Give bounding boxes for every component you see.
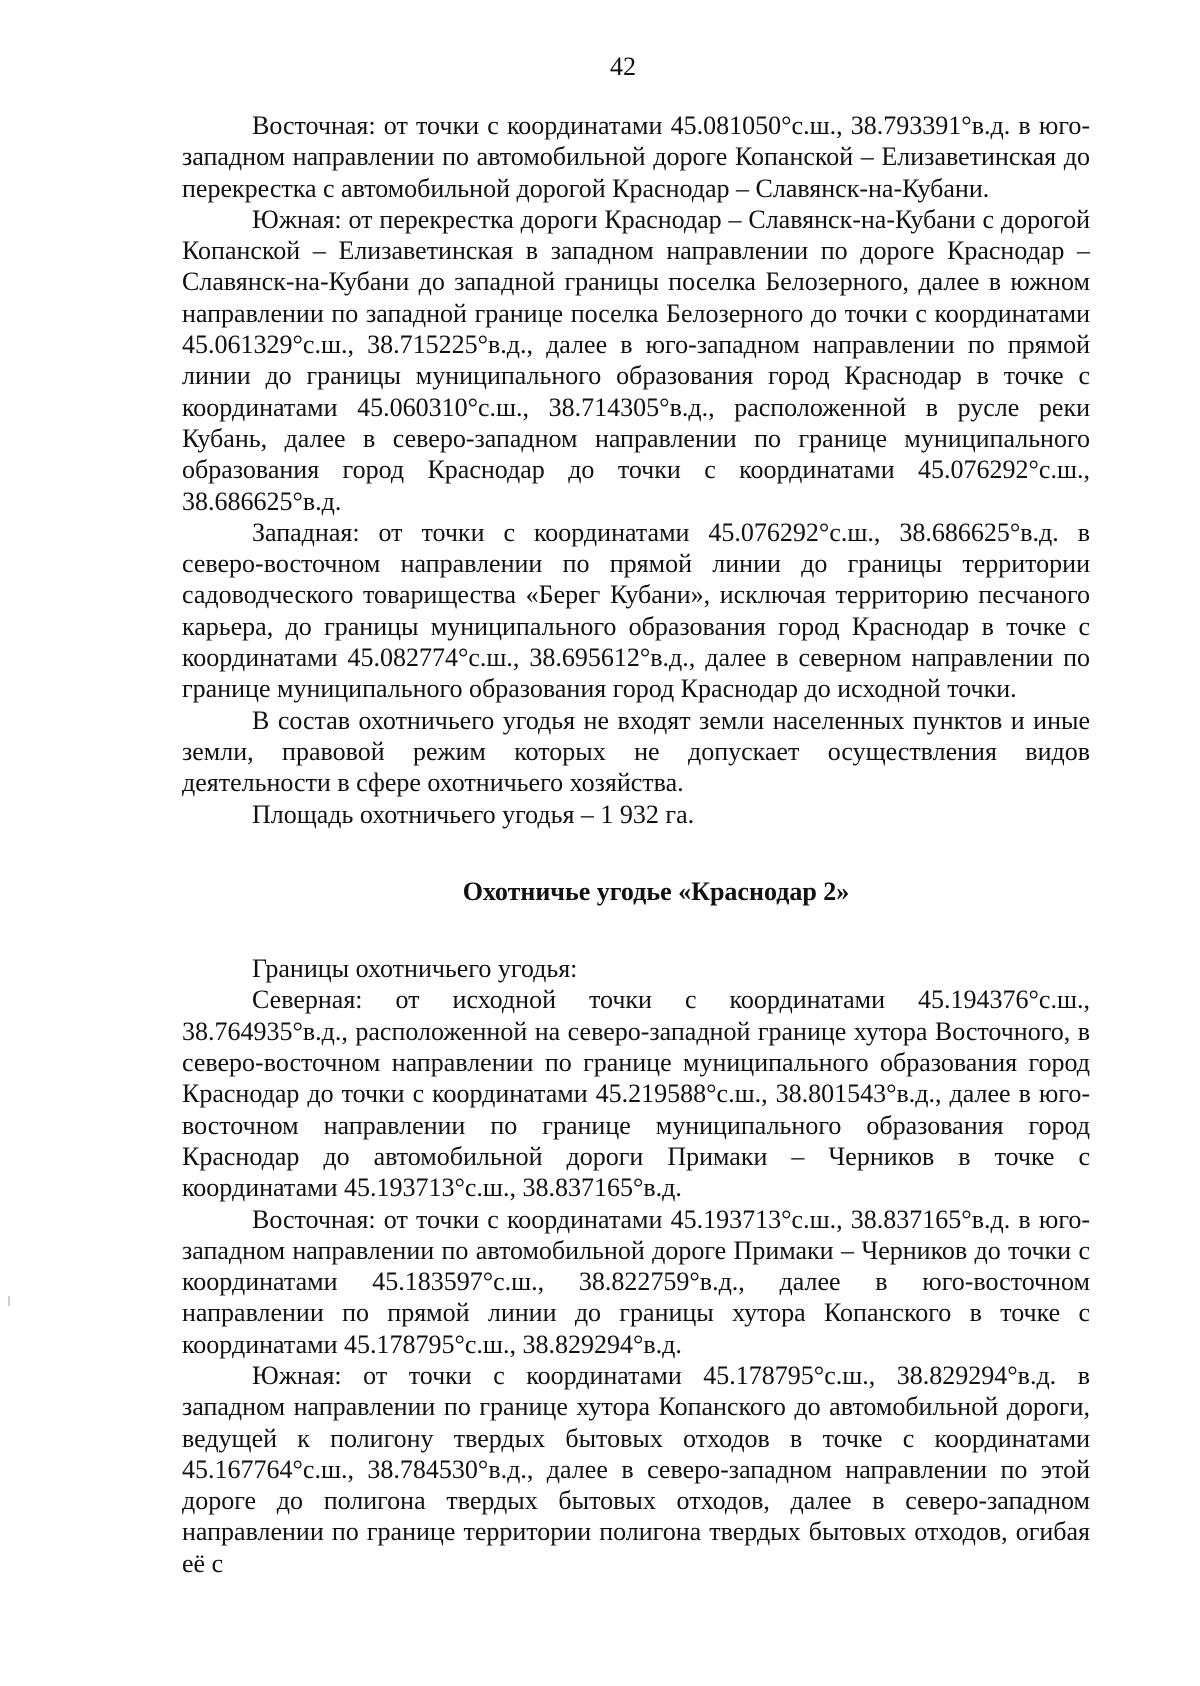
document-body xyxy=(182,110,1090,1579)
paragraph-northern-border-2: Северная: от исходной точки с координатами 45.194376°с.ш., 38.764935°в.д., расположенной на северо-западной границе хутора Восточного, в северо-восточном направлении по границе муниципального образования город Краснодар до точки с координатами 45.219588°с.ш., 38.801543°в.д., далее в юго-восточном направлении по границе муниципального образования город Краснодар до автомобильной дороги Примаки – Черников в точке с координатами 45.193713°с.ш., 38.837165°в.д. xyxy=(182,985,1090,1203)
section-heading: Охотничье угодье «Краснодар 2» xyxy=(462,876,850,906)
paragraph-eastern-border-1: Восточная: от точки с координатами 45.081050°с.ш., 38.793391°в.д. в юго-западном направлении по автомобильной дороге Копанской – Елизаветинская до перекрестка с автомобильной дорогой Краснодар – Славянск-на-Кубани. xyxy=(182,111,1090,203)
paragraph-exclusion: В состав охотничьего угодья не входят земли населенных пунктов и иные земли, правовой режим которых не допускает осуществления видов деятельности в сфере охотничьего хозяйства. xyxy=(182,705,1090,798)
paragraph-western-border-1: Западная: от точки с координатами 45.076292°с.ш., 38.686625°в.д. в северо-восточном направлении по прямой линии до границы территории садоводческого товарищества «Берег Кубани», исключая территорию песчаного карьера, до границы муниципального образования город Краснодар в точке с координатами 45.082774°с.ш., 38.695612°в.д., далее в северном направлении по границе муниципального образования город Краснодар до исходной точки. xyxy=(182,517,1090,704)
paragraph-southern-border-1: Южная: от перекрестка дороги Краснодар – Славянск-на-Кубани с дорогой Копанской – Елизаветинская в западном направлении по дороге Краснодар – Славянск-на-Кубани до западной границы поселка Белозерного, далее в южном направлении по западной границе поселка Белозерного до точки с координатами 45.061329°с.ш., 38.715225°в.д., далее в юго-западном направлении по прямой линии до границы муниципального образования город Краснодар в точке с координатами 45.060310°с.ш., 38.714305°в.д., расположенной в русле реки Кубань, далее в северо-западном направлении по границе муниципального образования город Краснодар до точки с координатами 45.076292°с.ш., 38.686625°в.д. xyxy=(182,204,1090,516)
paragraph-eastern-border-2: Восточная: от точки с координатами 45.193713°с.ш., 38.837165°в.д. в юго-западном направлении по автомобильной дороге Примаки – Черников до точки с координатами 45.183597°с.ш., 38.822759°в.д., далее в юго-восточном направлении по прямой линии до границы хутора Копанского в точке с координатами 45.178795°с.ш., 38.829294°в.д. xyxy=(182,1204,1090,1359)
page-number: 42 xyxy=(610,52,636,81)
scan-artifact-mark xyxy=(8,1296,10,1306)
paragraph-southern-border-2: Южная: от точки с координатами 45.178795°с.ш., 38.829294°в.д. в западном направлении по границе хутора Копанского до автомобильной дороги, ведущей к полигону твердых бытовых отходов в точке с координатами 45.167764°с.ш., 38.784530°в.д., далее в северо-западном направлении по этой дороге до полигона твердых бытовых отходов, далее в северо-западном направлении по границе территории полигона твердых бытовых отходов, огибая её с xyxy=(182,1360,1090,1578)
paragraph-borders-intro: Границы охотничьего угодья: xyxy=(252,954,578,984)
paragraph-area: Площадь охотничьего угодья – 1 932 га. xyxy=(252,799,695,829)
